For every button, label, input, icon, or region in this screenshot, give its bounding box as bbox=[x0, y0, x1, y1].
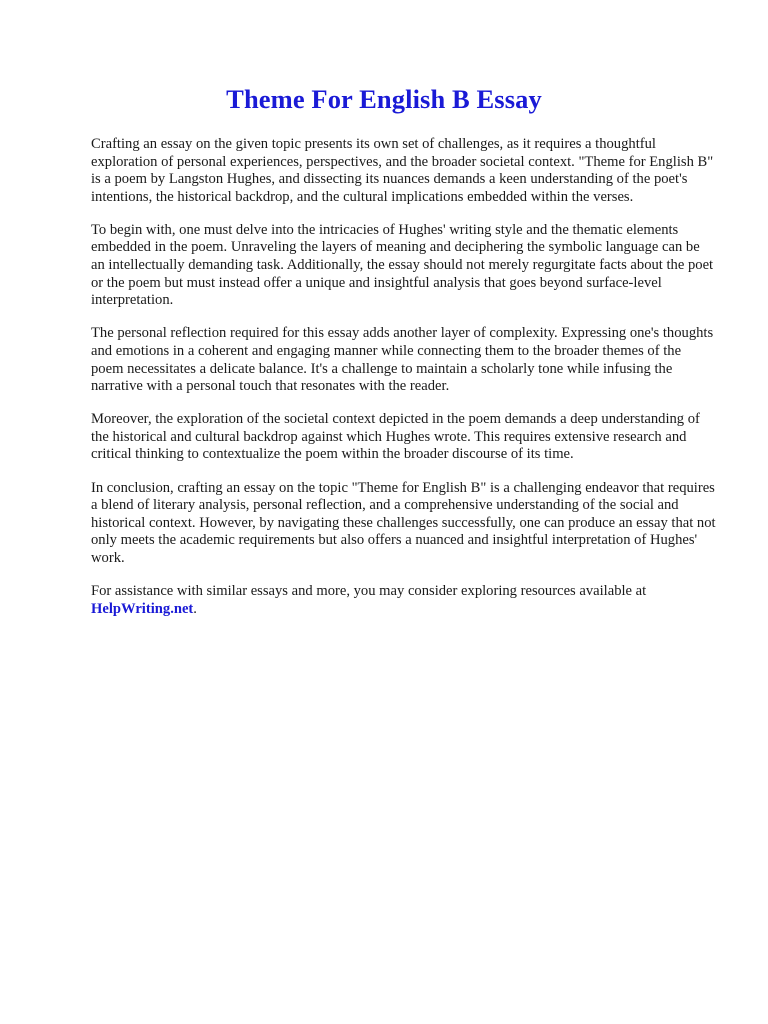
closing-period: . bbox=[193, 600, 197, 617]
paragraph-writing-style: To begin with, one must delve into the intricacies of Hughes' writing style and the thematic elements embedded in the poem. Unraveling the layers of meaning and deciphering the symbolic language can be an intellectually demanding task. Additionally, the essay should not merely regurgitate facts about the poet or the poem but must instead offer a unique and insightful analysis that goes beyond surface-level interpretation. bbox=[91, 221, 714, 309]
paragraph-personal-reflection: The personal reflection required for this essay adds another layer of complexity. Expressing one's thoughts and emotions in a coherent and engaging manner while connecting them to the broader themes of the poem necessitates a delicate balance. It's a challenge to maintain a scholarly tone while infusing the narrative with a personal touch that resonates with the reader. bbox=[91, 325, 714, 395]
paragraph-closing bbox=[91, 583, 716, 618]
paragraph-societal-context: Moreover, the exploration of the societal context depicted in the poem demands a deep understanding of the historical and cultural backdrop against which Hughes wrote. This requires extensive research and critical thinking to contextualize the poem within the broader discourse of its time. bbox=[91, 411, 700, 463]
paragraph-intro: Crafting an essay on the given topic presents its own set of challenges, as it requires a thoughtful exploration of personal experiences, perspectives, and the broader societal context. "Theme for English B" is a poem by Langston Hughes, and dissecting its nuances demands a keen understanding of the poet's intentions, the historical backdrop, and the cultural implications embedded within the verses. bbox=[91, 136, 714, 205]
page-title: Theme For English B Essay bbox=[226, 84, 542, 114]
helpwriting-link[interactable]: HelpWriting.net bbox=[91, 600, 194, 617]
document-body bbox=[91, 136, 716, 618]
paragraph-conclusion: In conclusion, crafting an essay on the topic "Theme for English B" is a challenging endeavor that requires a blend of literary analysis, personal reflection, and a comprehensive understanding of the social and historical context. However, by navigating these challenges successfully, one can produce an essay that not only meets the academic requirements but also offers a nuanced and insightful interpretation of Hughes' work. bbox=[91, 479, 716, 566]
closing-text: For assistance with similar essays and more, you may consider exploring resources available at bbox=[91, 582, 647, 599]
